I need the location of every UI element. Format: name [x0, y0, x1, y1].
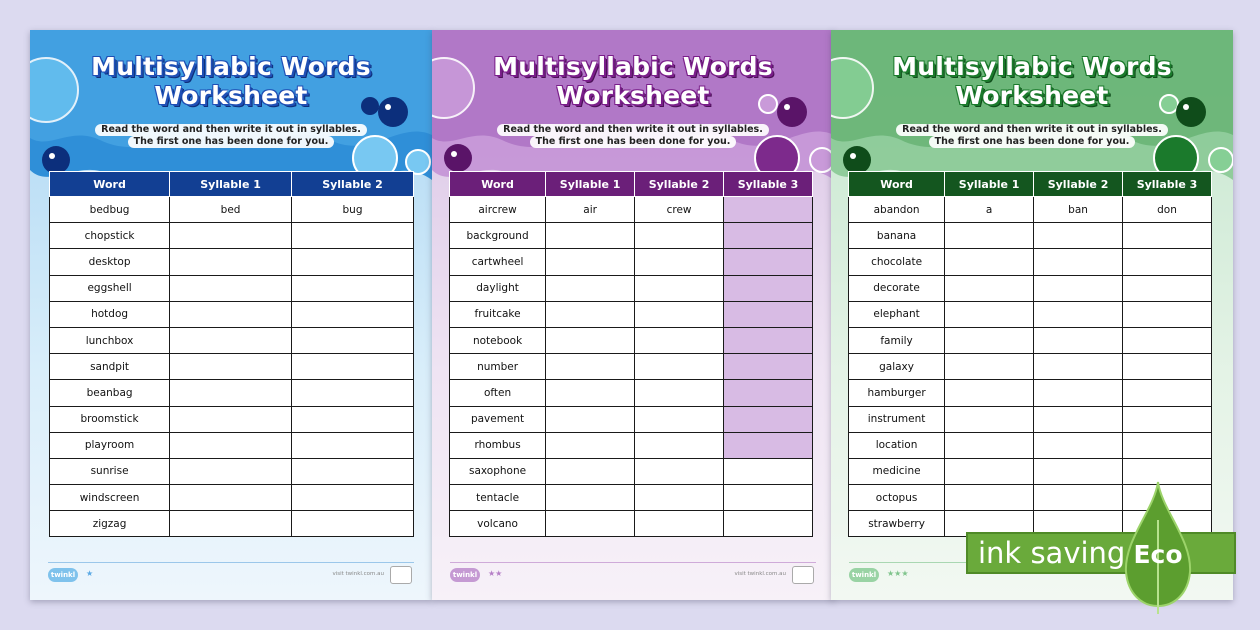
table-row	[50, 249, 414, 275]
word-cell: strawberry	[849, 511, 945, 537]
footer-url: visit twinkl.com.au	[734, 571, 786, 577]
column-header: Syllable 3	[724, 172, 813, 197]
word-cell: location	[849, 432, 945, 458]
syllable-cell[interactable]	[546, 485, 635, 511]
syllable-cell[interactable]	[546, 511, 635, 537]
word-cell: eggshell	[50, 275, 170, 301]
syllable-cell[interactable]	[1123, 249, 1212, 275]
syllable-cell[interactable]	[724, 485, 813, 511]
syllable-cell[interactable]	[170, 223, 292, 249]
table-row	[50, 458, 414, 484]
syllable-cell[interactable]	[1123, 301, 1212, 327]
word-cell: hotdog	[50, 301, 170, 327]
syllable-cell[interactable]	[1123, 432, 1212, 458]
syllable-cell[interactable]	[635, 458, 724, 484]
column-header: Syllable 1	[546, 172, 635, 197]
word-cell: instrument	[849, 406, 945, 432]
column-header: Word	[849, 172, 945, 197]
word-cell: fruitcake	[450, 301, 546, 327]
instructions: Read the word and then write it out in syllables. The first one has been done for you.	[30, 124, 432, 148]
syllable-cell[interactable]	[724, 511, 813, 537]
worksheet-blue	[30, 30, 432, 600]
word-cell: chocolate	[849, 249, 945, 275]
syllable-cell[interactable]	[170, 406, 292, 432]
instructions: Read the word and then write it out in syllables. The first one has been done for you.	[831, 124, 1233, 148]
syllable-cell[interactable]	[635, 301, 724, 327]
syllable-cell[interactable]	[292, 327, 414, 353]
table-row	[50, 511, 414, 537]
footer	[450, 562, 816, 584]
syllable-cell[interactable]	[1034, 406, 1123, 432]
difficulty-stars: ★	[86, 569, 94, 578]
column-header: Syllable 2	[1034, 172, 1123, 197]
syllable-cell[interactable]: air	[546, 197, 635, 223]
syllable-cell[interactable]	[292, 354, 414, 380]
word-cell: often	[450, 380, 546, 406]
table-row	[450, 354, 813, 380]
word-cell: family	[849, 327, 945, 353]
syllable-cell[interactable]	[1123, 354, 1212, 380]
syllable-cell[interactable]	[724, 197, 813, 223]
worksheet-purple	[432, 30, 834, 600]
table-row	[849, 354, 1212, 380]
table-row	[50, 432, 414, 458]
syllable-cell[interactable]	[170, 249, 292, 275]
table-row	[849, 380, 1212, 406]
syllable-cell[interactable]	[1034, 275, 1123, 301]
syllable-cell[interactable]	[1034, 354, 1123, 380]
word-cell: tentacle	[450, 485, 546, 511]
table-row	[50, 301, 414, 327]
syllable-cell[interactable]	[170, 354, 292, 380]
syllable-cell[interactable]	[546, 458, 635, 484]
syllable-cell[interactable]: don	[1123, 197, 1212, 223]
syllable-cell[interactable]	[635, 511, 724, 537]
worksheet-title: Multisyllabic Words Worksheet	[892, 52, 1172, 110]
syllable-cell[interactable]: bug	[292, 197, 414, 223]
syllable-cell[interactable]	[1034, 301, 1123, 327]
table-row	[849, 301, 1212, 327]
syllable-cell[interactable]	[635, 249, 724, 275]
word-cell: aircrew	[450, 197, 546, 223]
syllable-cell[interactable]	[724, 249, 813, 275]
word-cell: zigzag	[50, 511, 170, 537]
syllable-cell[interactable]	[945, 327, 1034, 353]
table-row	[450, 432, 813, 458]
syllable-cell[interactable]	[1034, 327, 1123, 353]
word-cell: broomstick	[50, 406, 170, 432]
table-row	[450, 197, 813, 223]
table-row	[50, 223, 414, 249]
syllable-cell[interactable]	[635, 406, 724, 432]
eco-badge-label: ink saving	[978, 536, 1126, 570]
syllable-cell[interactable]	[292, 275, 414, 301]
syllable-cell[interactable]	[1034, 223, 1123, 249]
syllable-cell[interactable]	[292, 511, 414, 537]
syllable-cell[interactable]	[724, 380, 813, 406]
syllable-cell[interactable]: ban	[1034, 197, 1123, 223]
column-header: Syllable 2	[635, 172, 724, 197]
syllable-cell[interactable]	[292, 249, 414, 275]
table-row	[450, 406, 813, 432]
table-row	[50, 406, 414, 432]
syllable-cell[interactable]: crew	[635, 197, 724, 223]
worksheet-title: Multisyllabic Words Worksheet	[91, 52, 371, 110]
table-row	[450, 275, 813, 301]
twinkl-logo: twinkl	[849, 568, 879, 582]
word-cell: galaxy	[849, 354, 945, 380]
syllable-cell[interactable]	[1123, 406, 1212, 432]
word-cell: lunchbox	[50, 327, 170, 353]
syllable-cell[interactable]	[546, 406, 635, 432]
syllable-cell[interactable]	[170, 458, 292, 484]
word-cell: medicine	[849, 458, 945, 484]
table-row	[849, 275, 1212, 301]
syllable-cell[interactable]	[945, 275, 1034, 301]
syllable-cell[interactable]	[292, 485, 414, 511]
instructions: Read the word and then write it out in syllables. The first one has been done for you.	[432, 124, 834, 148]
word-cell: pavement	[450, 406, 546, 432]
word-cell: octopus	[849, 485, 945, 511]
syllable-cell[interactable]	[292, 406, 414, 432]
syllable-cell[interactable]	[292, 301, 414, 327]
syllable-cell[interactable]	[170, 485, 292, 511]
word-cell: windscreen	[50, 485, 170, 511]
syllable-cell[interactable]	[546, 275, 635, 301]
word-cell: number	[450, 354, 546, 380]
word-cell: rhombus	[450, 432, 546, 458]
syllable-cell[interactable]	[1034, 432, 1123, 458]
table-row	[849, 197, 1212, 223]
footer-rule	[48, 562, 414, 563]
syllable-cell[interactable]	[546, 380, 635, 406]
table-row	[50, 275, 414, 301]
syllable-cell[interactable]	[292, 458, 414, 484]
difficulty-stars: ★★	[488, 569, 503, 578]
syllable-cell[interactable]	[945, 301, 1034, 327]
syllable-cell[interactable]	[635, 432, 724, 458]
syllable-cell[interactable]	[724, 432, 813, 458]
syllable-cell[interactable]	[635, 485, 724, 511]
table-row	[849, 327, 1212, 353]
table-row	[50, 197, 414, 223]
syllable-cell[interactable]	[945, 432, 1034, 458]
column-header: Syllable 1	[945, 172, 1034, 197]
eco-tag: Eco	[1133, 540, 1183, 569]
table-row	[849, 432, 1212, 458]
twinkl-logo: twinkl	[48, 568, 78, 582]
worksheet-title: Multisyllabic Words Worksheet	[493, 52, 773, 110]
syllable-cell[interactable]	[635, 223, 724, 249]
word-cell: saxophone	[450, 458, 546, 484]
word-cell: daylight	[450, 275, 546, 301]
syllable-cell[interactable]	[1123, 223, 1212, 249]
table-row	[849, 223, 1212, 249]
word-cell: elephant	[849, 301, 945, 327]
table-row	[450, 249, 813, 275]
syllable-table	[449, 171, 813, 537]
word-cell: banana	[849, 223, 945, 249]
syllable-cell[interactable]	[724, 223, 813, 249]
table-row	[450, 301, 813, 327]
word-cell: background	[450, 223, 546, 249]
syllable-cell[interactable]	[170, 327, 292, 353]
table-row	[450, 458, 813, 484]
table-row	[450, 223, 813, 249]
word-cell: abandon	[849, 197, 945, 223]
syllable-cell[interactable]	[1123, 327, 1212, 353]
syllable-cell[interactable]	[635, 327, 724, 353]
syllable-cell[interactable]	[292, 223, 414, 249]
word-cell: desktop	[50, 249, 170, 275]
syllable-table	[49, 171, 414, 537]
table-row	[450, 511, 813, 537]
syllable-cell[interactable]	[945, 223, 1034, 249]
syllable-cell[interactable]	[546, 301, 635, 327]
table-row	[849, 406, 1212, 432]
table-row	[450, 327, 813, 353]
word-cell: playroom	[50, 432, 170, 458]
word-cell: notebook	[450, 327, 546, 353]
twinkl-logo: twinkl	[450, 568, 480, 582]
word-cell: bedbug	[50, 197, 170, 223]
word-cell: sandpit	[50, 354, 170, 380]
syllable-cell[interactable]: bed	[170, 197, 292, 223]
table-row	[50, 327, 414, 353]
syllable-cell[interactable]	[1034, 380, 1123, 406]
footer	[48, 562, 414, 584]
table-row	[450, 380, 813, 406]
curriculum-badge-icon	[792, 566, 814, 584]
syllable-cell[interactable]	[546, 327, 635, 353]
word-cell: decorate	[849, 275, 945, 301]
syllable-cell[interactable]	[635, 354, 724, 380]
footer-url: visit twinkl.com.au	[332, 571, 384, 577]
syllable-cell[interactable]	[292, 380, 414, 406]
syllable-cell[interactable]	[546, 354, 635, 380]
syllable-cell[interactable]: a	[945, 197, 1034, 223]
syllable-cell[interactable]	[170, 380, 292, 406]
word-cell: beanbag	[50, 380, 170, 406]
syllable-cell[interactable]	[292, 432, 414, 458]
syllable-cell[interactable]	[635, 380, 724, 406]
difficulty-stars: ★★★	[887, 569, 909, 578]
syllable-cell[interactable]	[724, 275, 813, 301]
syllable-cell[interactable]	[170, 511, 292, 537]
syllable-cell[interactable]	[546, 223, 635, 249]
curriculum-badge-icon	[390, 566, 412, 584]
word-cell: chopstick	[50, 223, 170, 249]
syllable-cell[interactable]	[724, 354, 813, 380]
syllable-cell[interactable]	[1034, 249, 1123, 275]
table-row	[50, 354, 414, 380]
column-header: Syllable 2	[292, 172, 414, 197]
word-cell: sunrise	[50, 458, 170, 484]
syllable-cell[interactable]	[635, 275, 724, 301]
syllable-cell[interactable]	[945, 406, 1034, 432]
syllable-cell[interactable]	[724, 327, 813, 353]
column-header: Syllable 3	[1123, 172, 1212, 197]
syllable-cell[interactable]	[170, 275, 292, 301]
syllable-cell[interactable]	[170, 432, 292, 458]
column-header: Word	[450, 172, 546, 197]
syllable-cell[interactable]	[546, 432, 635, 458]
syllable-cell[interactable]	[170, 301, 292, 327]
syllable-cell[interactable]	[945, 249, 1034, 275]
word-cell: cartwheel	[450, 249, 546, 275]
table-row	[50, 485, 414, 511]
syllable-cell[interactable]	[546, 249, 635, 275]
syllable-cell[interactable]	[1123, 380, 1212, 406]
table-row	[849, 249, 1212, 275]
word-cell: volcano	[450, 511, 546, 537]
table-row	[50, 380, 414, 406]
column-header: Syllable 1	[170, 172, 292, 197]
footer-rule	[450, 562, 816, 563]
syllable-cell[interactable]	[945, 354, 1034, 380]
eco-ink-saving-badge	[966, 480, 1260, 615]
syllable-cell[interactable]	[724, 406, 813, 432]
syllable-cell[interactable]	[724, 458, 813, 484]
syllable-cell[interactable]	[724, 301, 813, 327]
syllable-cell[interactable]	[945, 380, 1034, 406]
word-cell: hamburger	[849, 380, 945, 406]
table-row	[450, 485, 813, 511]
column-header: Word	[50, 172, 170, 197]
syllable-cell[interactable]	[1123, 275, 1212, 301]
